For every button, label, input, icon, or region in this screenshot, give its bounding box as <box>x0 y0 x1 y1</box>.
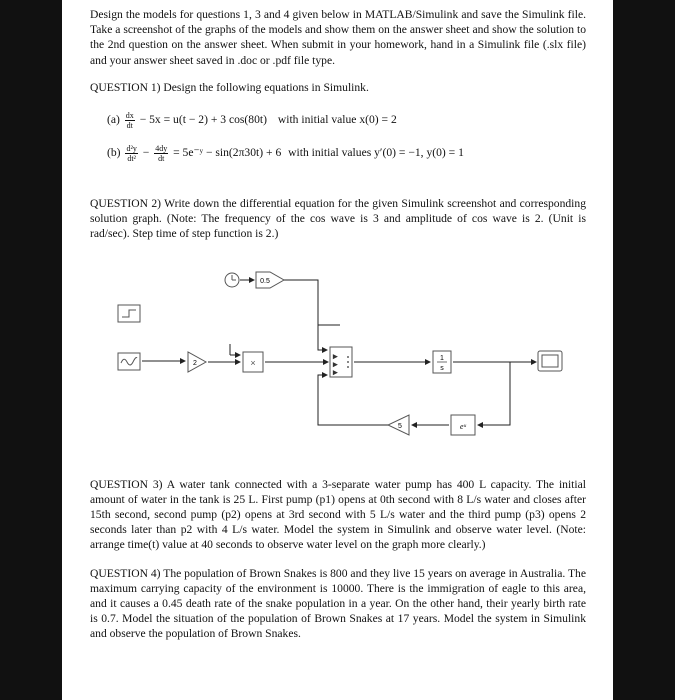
document-page <box>62 0 613 700</box>
fraction-numerator: dx <box>125 111 134 121</box>
simulink-diagram-svg <box>90 260 586 445</box>
signal-line <box>284 280 340 325</box>
intro-paragraph: Design the models for questions 1, 3 and 4 given below in MATLAB/Simulink and save the Simulink file. Take a screenshot of the graphs of the models and show them on the answer sheet and show the solution to the 2nd question on the answer sheet. When submit in your homework, hand in a Simulink file (.slx file) and your answer sheet saved in .doc or .pdf file type. <box>90 8 586 67</box>
left-dark-margin <box>0 0 62 700</box>
signal-line <box>318 375 388 425</box>
product-label: × <box>250 357 256 368</box>
fraction-denominator: dt² <box>127 154 136 164</box>
question-4-text: QUESTION 4) The population of Brown Snakes is 800 and they live 15 years on average in Australia. The maximum carrying capacity of the environment is 10000. There is the immigration of eagle to this area, and it causes a 0.45 death rate of the snake population in a year. On the other hand, their yearly birth rate is 0.7. Model the situation of the population of Brown Snakes at 17 years. Model the system in Simulink and observe the population of Brown Snakes. <box>90 566 586 641</box>
question-2-text: QUESTION 2) Write down the differential equation for the given Simulink screenshot and corresponding solution graph. (Note: The frequency of the cos wave is 3 and amplitude of cos wave is 2. (Unit is rad/sec). Step time of step function is 2.) <box>90 197 586 241</box>
equation-b-label: (b) <box>107 146 121 160</box>
constant-0-5-block[interactable] <box>256 272 284 288</box>
fraction-denominator: dt <box>126 121 133 131</box>
product-block[interactable] <box>243 352 263 372</box>
integrator-numerator: 1 <box>440 354 444 362</box>
feedback-line <box>478 362 510 425</box>
question-3-text: QUESTION 3) A water tank connected with a 3-separate water pump has 400 L capacity. The initial amount of water in the tank is 25 L. First pump (p1) opens at 0th second with 8 L/s water and closes after 15th second, second pump (p2) opens at 3rd second with 5 L/s water and the third pump (p3) opens 2 seconds later than p2 with 4 L/s water. Model the system in Simulink and observe water level. (Note: arrange time(t) value at 40 seconds to observe water level on the graph more clearly.) <box>90 477 586 552</box>
equation-a-body: − 5x = u(t − 2) + 3 cos(80t) <box>139 113 267 127</box>
signal-line <box>318 325 327 350</box>
equation-b <box>107 144 586 166</box>
equation-a-label: (a) <box>107 113 120 127</box>
svg-text:▸: ▸ <box>333 366 338 377</box>
sine-wave-block[interactable] <box>118 353 140 370</box>
fraction-numerator: 4dy <box>155 144 168 154</box>
equation-a-fraction <box>125 111 135 130</box>
equation-b-fraction-2 <box>154 144 168 163</box>
svg-text:▸: ▸ <box>333 358 338 369</box>
gain-label: 2 <box>193 359 197 367</box>
feedback-gain-5-block[interactable] <box>388 415 409 435</box>
gain-2-block[interactable] <box>188 352 206 372</box>
integrator-denominator: s <box>440 364 444 372</box>
sum-mux-block[interactable] <box>330 347 352 377</box>
math-function-label: eᵘ <box>460 421 466 431</box>
equation-b-minus: − <box>142 146 150 160</box>
fraction-denominator: dt <box>158 154 165 164</box>
equation-b-initial: with initial values y′(0) = −1, y(0) = 1 <box>288 146 464 160</box>
equation-b-body: = 5e⁻ʸ − sin(2π30t) + 6 <box>173 146 282 160</box>
equation-a <box>107 111 586 133</box>
fraction-numerator: d²y <box>126 144 137 154</box>
feedback-gain-label: 5 <box>398 422 402 430</box>
svg-text:▸: ▸ <box>333 350 338 361</box>
scope-block[interactable] <box>538 351 562 371</box>
right-dark-margin <box>613 0 675 700</box>
math-function-block[interactable] <box>451 415 475 435</box>
document-content <box>90 7 586 642</box>
step-block[interactable] <box>118 305 140 322</box>
integrator-block[interactable] <box>433 351 451 373</box>
equation-b-fraction-1 <box>125 144 137 163</box>
simulink-diagram <box>90 260 586 445</box>
constant-label: 0.5 <box>260 277 270 285</box>
question-1-title: QUESTION 1) Design the following equations in Simulink. <box>90 80 369 94</box>
equation-a-initial: with initial value x(0) = 2 <box>277 113 397 127</box>
clock-block[interactable] <box>225 273 239 287</box>
